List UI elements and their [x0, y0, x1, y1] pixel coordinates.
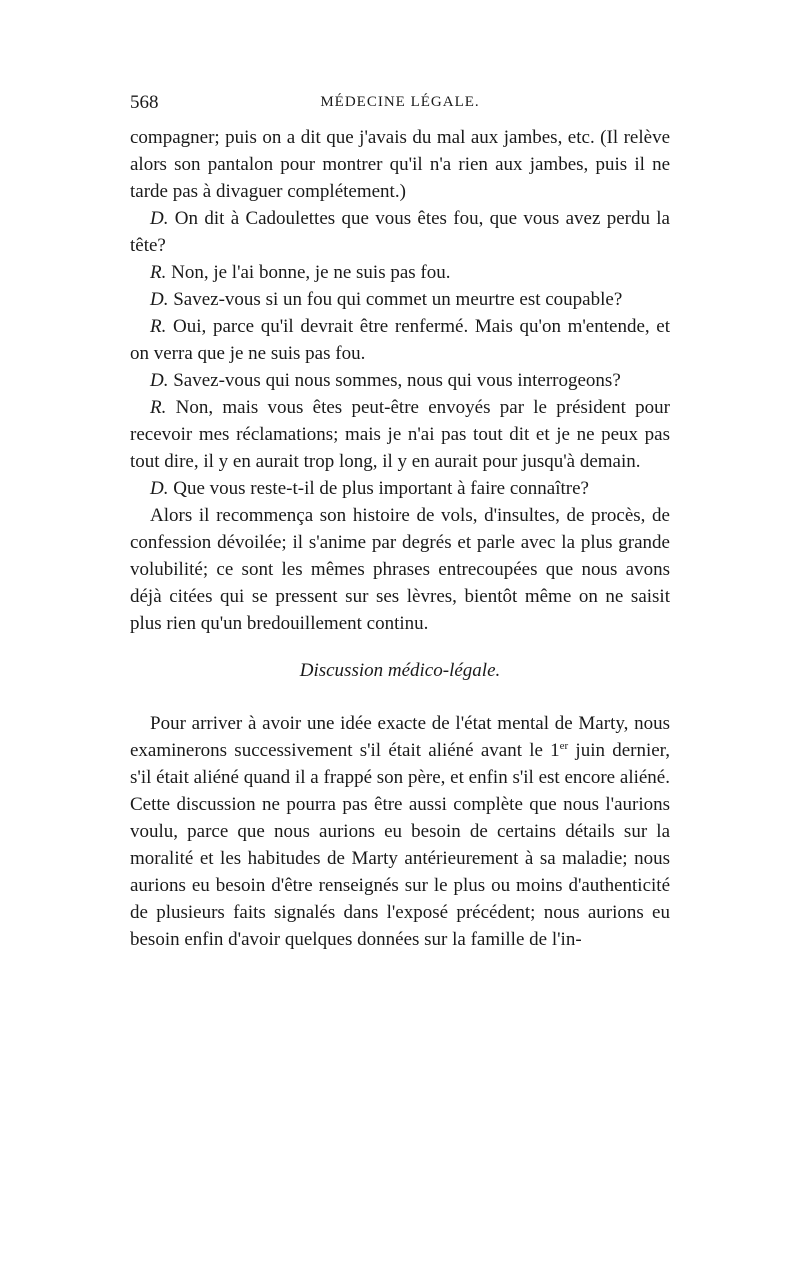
discussion-text: Pour arriver à avoir une idée exacte de l'état mental de Marty, nous examinerons successivement s'il était aliéné avant le 1	[130, 713, 670, 761]
speaker-label: D.	[150, 208, 169, 229]
page-number: 568	[130, 92, 159, 113]
superscript: er	[559, 740, 569, 752]
dialogue-line	[130, 205, 670, 259]
dialogue-line	[130, 313, 670, 367]
dialogue-text: On dit à Cadoulettes que vous êtes fou, que vous avez perdu la tête?	[130, 208, 670, 256]
speaker-label: D.	[150, 370, 169, 391]
page-header	[130, 92, 670, 122]
running-title: MÉDECINE LÉGALE.	[320, 94, 480, 110]
dialogue-text: Que vous reste-t-il de plus important à faire connaître?	[173, 478, 589, 499]
dialogue-text: Savez-vous qui nous sommes, nous qui vous interrogeons?	[173, 370, 621, 391]
body-text	[130, 124, 670, 953]
speaker-label: D.	[150, 289, 169, 310]
dialogue-text: Savez-vous si un fou qui commet un meurtre est coupable?	[173, 289, 623, 310]
paragraph: Alors il recommença son histoire de vols, d'insultes, de procès, de confession dévoilée; il s'anime par degrés et parle avec la plus grande volubilité; ce sont les mêmes phrases entrecoupées que nous avons déjà citées qui se pressent sur ses lèvres, bientôt même on ne saisit plus rien qu'un bredouillement continu.	[130, 505, 670, 634]
discussion-text: juin dernier, s'il était aliéné quand il a frappé son père, et enfin s'il est encore aliéné. Cette discussion ne pourra pas être aussi complète que nous l'aurions voulu, parce que nous aurions eu besoin de certains détails sur la moralité et les habitudes de Marty antérieurement à sa maladie; nous aurions eu besoin d'être renseignés sur le plus ou moins d'authenticité de plusieurs faits signalés dans l'exposé précédent; nous aurions eu besoin enfin d'avoir quelques données sur la famille de l'in-	[130, 740, 670, 950]
dialogue-text: Oui, parce qu'il devrait être renfermé. Mais qu'on m'entende, et on verra que je ne suis pas fou.	[130, 316, 671, 364]
dialogue-line	[130, 367, 670, 394]
speaker-label: R.	[150, 397, 167, 418]
dialogue-line	[130, 286, 670, 313]
speaker-label: D.	[150, 478, 169, 499]
speaker-label: R.	[150, 262, 167, 283]
paragraph: compagner; puis on a dit que j'avais du mal aux jambes, etc. (Il relève alors son pantalon pour montrer qu'il n'a rien aux jambes, puis il ne tarde pas à divaguer complétement.)	[130, 127, 670, 202]
dialogue-line	[130, 475, 670, 502]
dialogue-text: Non, je l'ai bonne, je ne suis pas fou.	[171, 262, 451, 283]
dialogue-line	[130, 259, 670, 286]
section-heading: Discussion médico-légale.	[299, 660, 501, 681]
speaker-label: R.	[150, 316, 167, 337]
dialogue-text: Non, mais vous êtes peut-être envoyés par le président pour recevoir mes réclamations; mais je n'ai pas tout dit et je ne peux pas tout dire, il y en aurait trop long, il y en aurait pour jusqu'à demain.	[130, 397, 670, 472]
dialogue-line	[130, 394, 670, 475]
discussion-paragraph	[130, 710, 670, 953]
